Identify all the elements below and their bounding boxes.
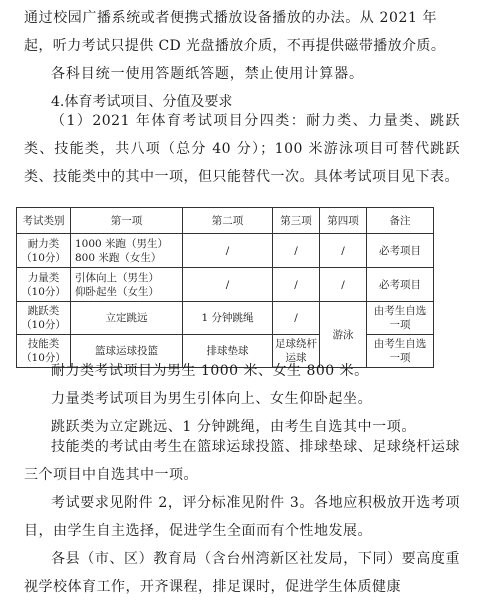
after-paragraph-4: 技能类的考试由考生在篮球运球投篮、排球垫球、足球绕杆运球三个项目中自选其中一项。 xyxy=(24,439,460,483)
note-cell: 由考生自选一项 xyxy=(367,335,434,368)
category-cell: 力量类（10分） xyxy=(17,268,71,302)
table-header: 第二项 xyxy=(183,208,273,234)
item4-cell: / xyxy=(320,234,367,268)
item2-cell: / xyxy=(183,234,273,268)
table-header-row xyxy=(17,208,434,234)
table-header: 第一项 xyxy=(71,208,183,234)
table-header: 第四项 xyxy=(320,208,367,234)
item3-cell: / xyxy=(273,268,320,302)
item1-cell: 篮球运球投篮 xyxy=(71,335,183,368)
item2-cell: / xyxy=(183,268,273,302)
sports-exam-table xyxy=(16,207,434,368)
table-row xyxy=(17,268,434,302)
swimming-cell: 游泳 xyxy=(320,302,367,368)
after-paragraph-5: 考试要求见附件 2，评分标准见附件 3。各地应积极放开选考项目，由学生自主选择，促进学生全面而有个性地发展。 xyxy=(24,495,460,539)
item2-cell: 排球垫球 xyxy=(183,335,273,368)
table-header: 备注 xyxy=(367,208,434,234)
section-heading: 4.体育考试项目、分值及要求 xyxy=(51,94,233,110)
category-cell: 技能类（10分） xyxy=(17,335,71,368)
table-row xyxy=(17,302,434,335)
intro-line-2: 起，听力考试只提供 CD 光盘播放介质，不再提供磁带播放介质。 xyxy=(24,38,446,54)
intro-line-3: 各科目统一使用答题纸答题，禁止使用计算器。 xyxy=(51,66,364,82)
category-cell: 耐力类（10分） xyxy=(17,234,71,268)
intro-line-1: 通过校园广播系统或者便携式播放设备播放的办法。从 2021 年 xyxy=(24,10,438,26)
after-paragraph-1: 耐力类考试项目为男生 1000 米、女生 800 米。 xyxy=(51,363,369,379)
note-cell: 由考生自选一项 xyxy=(367,302,434,335)
note-cell: 必考项目 xyxy=(367,268,434,302)
after-paragraph-3: 跳跃类为立定跳远、1 分钟跳绳，由考生自选其中一项。 xyxy=(51,419,416,435)
after-paragraph-2: 力量类考试项目为男生引体向上、女生仰卧起坐。 xyxy=(51,391,373,407)
table-header: 第三项 xyxy=(273,208,320,234)
after-paragraph-6: 各县（市、区）教育局（含台州湾新区社发局，下同）要高度重视学校体育工作，开齐课程，排足课时，促进学生体质健康 xyxy=(24,551,460,595)
item1-cell: 立定跳远 xyxy=(71,302,183,335)
table-row xyxy=(17,234,434,268)
item3-cell: / xyxy=(273,234,320,268)
item3-cell: / xyxy=(273,302,320,335)
item1-cell: 引体向上（男生） 仰卧起坐（女生） xyxy=(71,268,183,302)
section-paragraph-1: （1）2021 年体育考试项目分四类：耐力类、力量类、跳跃类、技能类，共八项（总分 40 分）；100 米游泳项目可替代跳跃类、技能类中的其中一项，但只能替代一次。具体考试项目见下表。 xyxy=(24,113,460,185)
item4-cell: / xyxy=(320,268,367,302)
category-cell: 跳跃类（10分） xyxy=(17,302,71,335)
table-header: 考试类别 xyxy=(17,208,71,234)
item1-cell: 1000 米跑（男生） 800 米跑（女生） xyxy=(71,234,183,268)
item3-cell: 足球绕杆运球 xyxy=(273,335,320,368)
note-cell: 必考项目 xyxy=(367,234,434,268)
item2-cell: 1 分钟跳绳 xyxy=(183,302,273,335)
